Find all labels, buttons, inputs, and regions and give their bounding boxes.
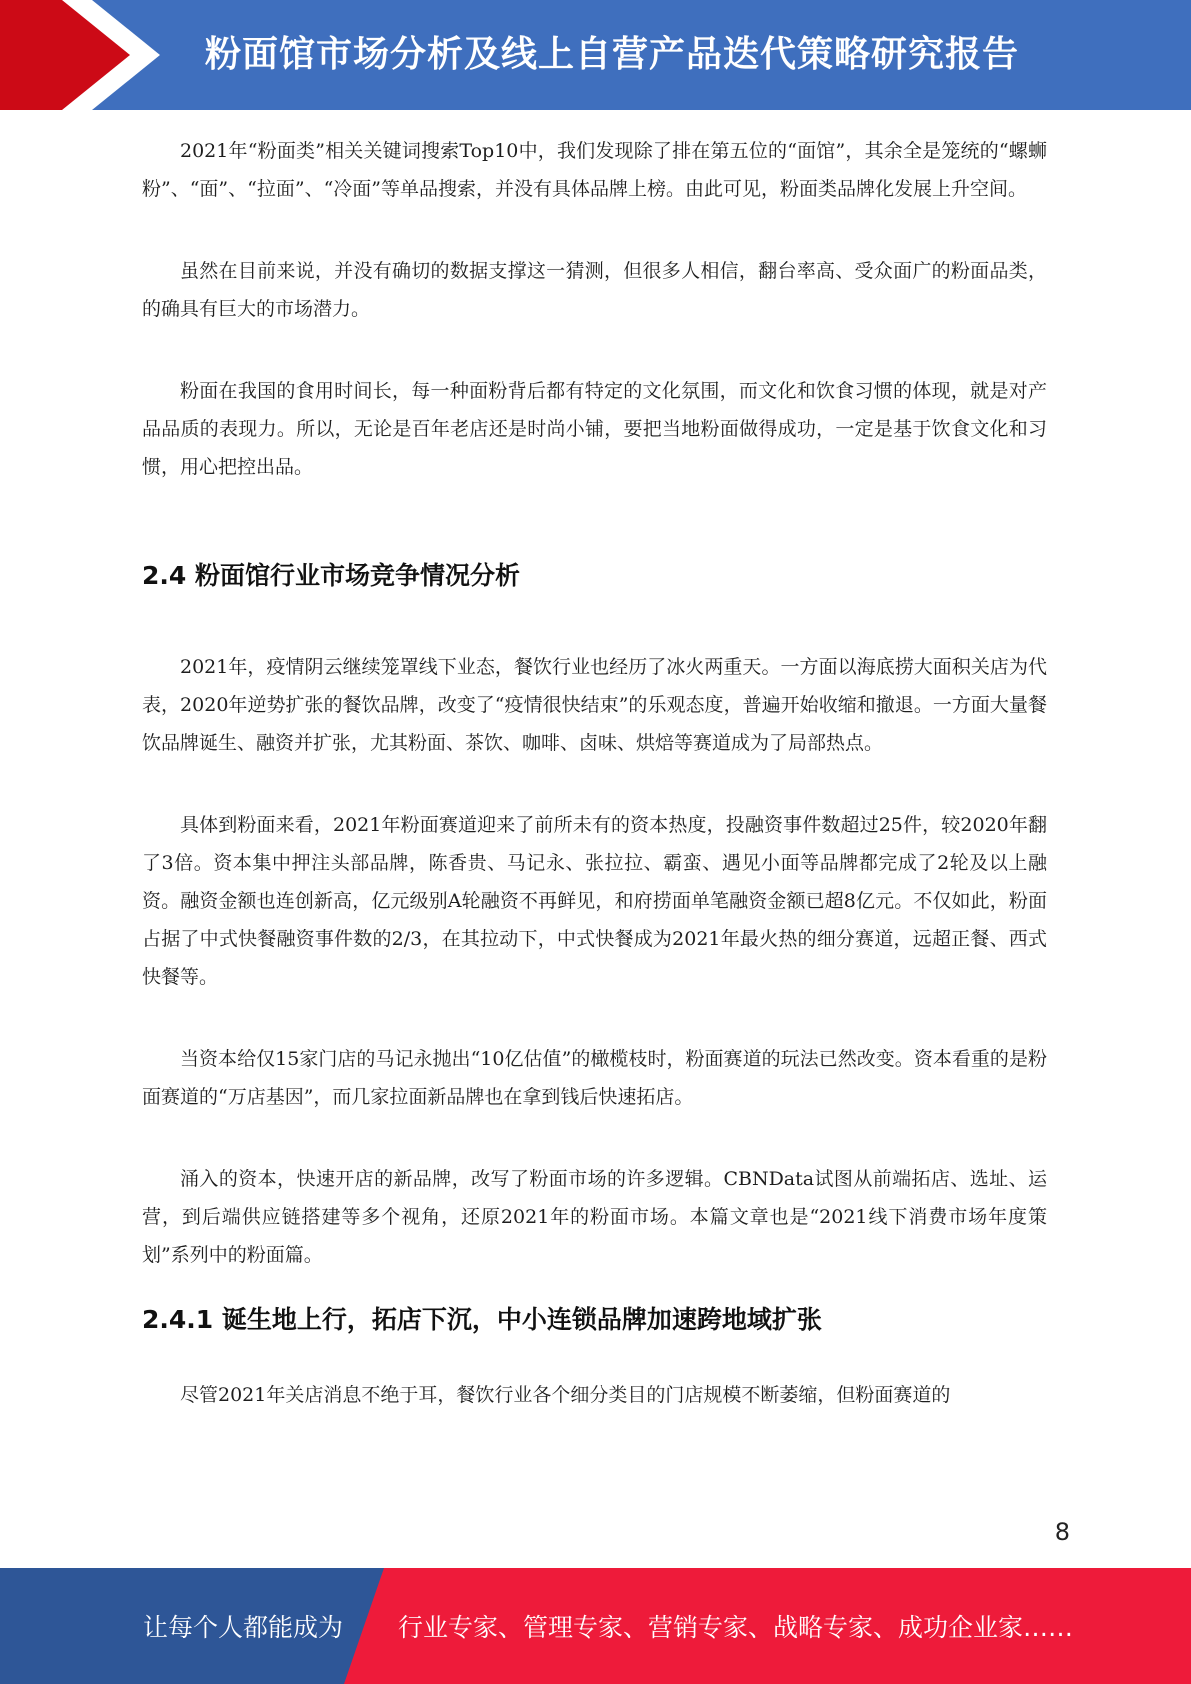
header-title: 粉面馆市场分析及线上自营产品迭代策略研究报告 — [205, 34, 1020, 75]
footer-slogan-left: 让每个人都能成为 — [143, 1613, 344, 1642]
body-paragraph: 当资本给仅15家门店的马记永抛出“10亿估值”的橄榄枝时，粉面赛道的玩法已然改变。资本看重的是粉面赛道的“万店基因”，而几家拉面新品牌也在拿到钱后快速拓店。 — [142, 1048, 1047, 1108]
footer-slogan-right: 行业专家、管理专家、营销专家、战略专家、成功企业家…… — [398, 1613, 1074, 1642]
section-heading: 2.4 粉面馆行业市场竞争情况分析 — [142, 561, 520, 590]
body-paragraph: 尽管2021年关店消息不绝于耳，餐饮行业各个细分类目的门店规模不断萎缩，但粉面赛道的 — [180, 1384, 951, 1406]
body-paragraph: 粉面在我国的食用时间长，每一种面粉背后都有特定的文化氛围，而文化和饮食习惯的体现，就是对产品品质的表现力。所以，无论是百年老店还是时尚小铺，要把当地粉面做得成功，一定是基于饮食文化和习惯，用心把控出品。 — [142, 380, 1047, 478]
body-paragraph: 涌入的资本，快速开店的新品牌，改写了粉面市场的许多逻辑。CBNData试图从前端拓店、选址、运营，到后端供应链搭建等多个视角，还原2021年的粉面市场。本篇文章也是“2021线下消费市场年度策划”系列中的粉面篇。 — [142, 1168, 1047, 1266]
body-paragraph: 2021年“粉面类”相关关键词搜索Top10中，我们发现除了排在第五位的“面馆”，其余全是笼统的“螺蛳粉”、“面”、“拉面”、“冷面”等单品搜索，并没有具体品牌上榜。由此可见，粉面类品牌化发展上升空间。 — [142, 140, 1047, 200]
document-body — [142, 132, 1047, 1414]
body-paragraph: 虽然在目前来说，并没有确切的数据支撑这一猜测，但很多人相信，翻台率高、受众面广的粉面品类，的确具有巨大的市场潜力。 — [142, 260, 1047, 320]
body-paragraph: 具体到粉面来看，2021年粉面赛道迎来了前所未有的资本热度，投融资事件数超过25件，较2020年翻了3倍。资本集中押注头部品牌，陈香贵、马记永、张拉拉、霸蛮、遇见小面等品牌都完成了2轮及以上融资。融资金额也连创新高，亿元级别A轮融资不再鲜见，和府捞面单笔融资金额已超8亿元。不仅如此，粉面占据了中式快餐融资事件数的2/3，在其拉动下，中式快餐成为2021年最火热的细分赛道，远超正餐、西式快餐等。 — [142, 814, 1047, 988]
page-number: 8 — [1054, 1518, 1070, 1546]
body-paragraph: 2021年，疫情阴云继续笼罩线下业态，餐饮行业也经历了冰火两重天。一方面以海底捞大面积关店为代表，2020年逆势扩张的餐饮品牌，改变了“疫情很快结束”的乐观态度，普遍开始收缩和撤退。一方面大量餐饮品牌诞生、融资并扩张，尤其粉面、茶饮、咖啡、卤味、烘焙等赛道成为了局部热点。 — [142, 656, 1047, 754]
page-header — [0, 0, 1191, 110]
subsection-heading: 2.4.1 诞生地上行，拓店下沉，中小连锁品牌加速跨地域扩张 — [142, 1305, 822, 1334]
page-footer — [0, 1568, 1191, 1684]
